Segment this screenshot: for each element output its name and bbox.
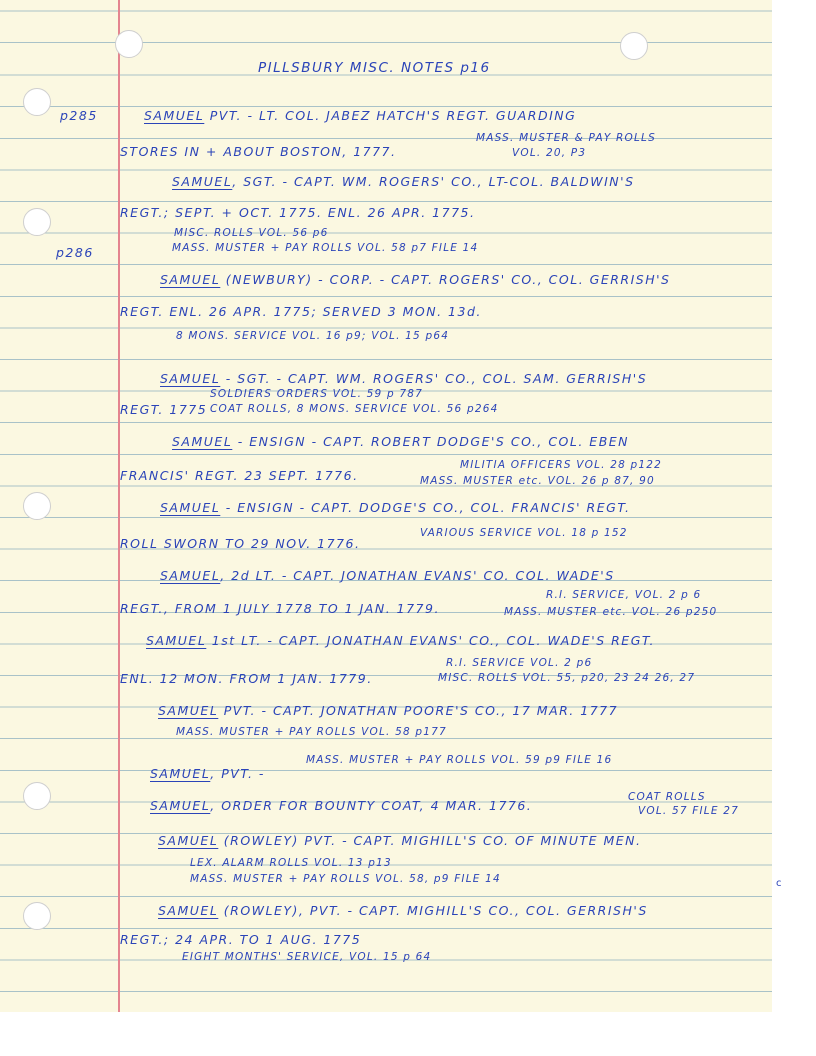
entry-source: MASS. MUSTER + PAY ROLLS VOL. 58 p7 FILE 14 (172, 242, 479, 254)
entry-source: R.I. SERVICE VOL. 2 p6 (446, 657, 593, 669)
entry-line (160, 274, 671, 287)
entry-source: MASS. MUSTER + PAY ROLLS VOL. 58, p9 FILE 14 (190, 873, 501, 885)
entry-source: VOL. 57 FILE 27 (638, 805, 739, 817)
entry-text: PVT. - CAPT. JONATHAN POORE'S CO., 17 MAR. 1777 (218, 703, 619, 718)
entry-line (158, 905, 648, 918)
entry-name: SAMUEL (160, 371, 221, 386)
entry-name: SAMUEL (158, 703, 219, 718)
entry-text: , PVT. - (210, 766, 265, 781)
entry-line (160, 570, 615, 583)
entry-name: SAMUEL (172, 434, 233, 449)
entry-text: - ENSIGN - CAPT. DODGE'S CO., COL. FRANCIS' REGT. (220, 500, 631, 515)
entry-source: MASS. MUSTER + PAY ROLLS VOL. 59 p9 FILE 16 (306, 754, 613, 766)
entry-line: REGT. 1775 (120, 402, 208, 417)
entry-source: 8 MONS. SERVICE VOL. 16 p9; VOL. 15 p64 (176, 330, 450, 342)
punch-hole (23, 88, 51, 116)
punch-hole (115, 30, 143, 58)
entry-source: MASS. MUSTER & PAY ROLLS (476, 132, 656, 144)
entry-source: SOLDIERS ORDERS VOL. 59 p 787 (210, 388, 423, 400)
entry-line (146, 635, 655, 648)
punch-hole (23, 902, 51, 930)
entry-line: REGT. ENL. 26 APR. 1775; SERVED 3 MON. 13d. (120, 304, 482, 319)
entry-text: , ORDER FOR BOUNTY COAT, 4 MAR. 1776. (210, 798, 533, 813)
entry-name: SAMUEL (150, 798, 211, 813)
punch-hole (23, 492, 51, 520)
entry-text: 1st LT. - CAPT. JONATHAN EVANS' CO., COL. WADE'S REGT. (206, 633, 656, 648)
entry-name: SAMUEL (172, 174, 233, 189)
entry-text: - ENSIGN - CAPT. ROBERT DODGE'S CO., COL. EBEN (232, 434, 630, 449)
entry-name: SAMUEL (160, 500, 221, 515)
entry-text: , SGT. - CAPT. WM. ROGERS' CO., LT-COL. BALDWIN'S (232, 174, 635, 189)
entry-source: EIGHT MONTHS' SERVICE, VOL. 15 p 64 (182, 951, 432, 963)
entry-line: REGT., FROM 1 JULY 1778 TO 1 JAN. 1779. (120, 601, 440, 616)
entry-source: COAT ROLLS (628, 791, 706, 803)
page-heading: PILLSBURY MISC. NOTES p16 (258, 60, 491, 76)
entry-text: , 2d LT. - CAPT. JONATHAN EVANS' CO. COL. WADE'S (220, 568, 615, 583)
entry-line: ENL. 12 MON. FROM 1 JAN. 1779. (120, 671, 373, 686)
entry-line: REGT.; 24 APR. TO 1 AUG. 1775 (120, 932, 362, 947)
entry-source: LEX. ALARM ROLLS VOL. 13 p13 (190, 857, 392, 869)
entry-text: (ROWLEY), PVT. - CAPT. MIGHILL'S CO., COL. GERRISH'S (218, 903, 648, 918)
entry-line (172, 436, 629, 449)
entry-source: R.I. SERVICE, VOL. 2 p 6 (546, 589, 702, 601)
entry-source: MASS. MUSTER etc. VOL. 26 p250 (504, 606, 718, 618)
entry-source: MASS. MUSTER etc. VOL. 26 p 87, 90 (420, 475, 655, 487)
entry-source: MASS. MUSTER + PAY ROLLS VOL. 58 p177 (176, 726, 447, 738)
entry-source: COAT ROLLS, 8 MONS. SERVICE VOL. 56 p264 (210, 403, 499, 415)
entry-text: - SGT. - CAPT. WM. ROGERS' CO., COL. SAM. GERRISH'S (220, 371, 648, 386)
entry-line: ROLL SWORN TO 29 NOV. 1776. (120, 536, 361, 551)
margin-page-ref: p285 (60, 108, 98, 123)
entry-source: MISC. ROLLS VOL. 55, p20, 23 24 26, 27 (438, 672, 696, 684)
entry-line: REGT.; SEPT. + OCT. 1775. ENL. 26 APR. 1775. (120, 205, 476, 220)
entry-text: (ROWLEY) PVT. - CAPT. MIGHILL'S CO. OF MINUTE MEN. (218, 833, 642, 848)
entry-line (150, 768, 265, 781)
punch-hole (23, 208, 51, 236)
corner-mark: c (776, 878, 782, 889)
entry-source: VARIOUS SERVICE VOL. 18 p 152 (420, 527, 628, 539)
entry-line: FRANCIS' REGT. 23 SEPT. 1776. (120, 468, 359, 483)
entry-name: SAMUEL (146, 633, 207, 648)
entry-source: VOL. 20, P3 (512, 147, 587, 159)
page-bottom-edge (0, 1012, 816, 1056)
entry-line (158, 705, 618, 718)
entry-name: SAMUEL (150, 766, 211, 781)
page-right-edge (772, 0, 816, 1012)
entry-text: PVT. - LT. COL. JABEZ HATCH'S REGT. GUARDING (204, 108, 577, 123)
entry-name: SAMUEL (144, 108, 205, 123)
entry-line: STORES IN + ABOUT BOSTON, 1777. (120, 144, 397, 159)
entry-text: (NEWBURY) - CORP. - CAPT. ROGERS' CO., COL. GERRISH'S (220, 272, 671, 287)
entry-source: MISC. ROLLS VOL. 56 p6 (174, 227, 329, 239)
entry-name: SAMUEL (160, 272, 221, 287)
punch-hole (620, 32, 648, 60)
entry-line (172, 176, 635, 189)
punch-hole (23, 782, 51, 810)
entry-line (160, 373, 647, 386)
entry-line (158, 835, 641, 848)
margin-page-ref: p286 (56, 245, 94, 260)
entry-name: SAMUEL (158, 833, 219, 848)
entry-line (144, 110, 576, 123)
entry-name: SAMUEL (158, 903, 219, 918)
entry-name: SAMUEL (160, 568, 221, 583)
entry-line (160, 502, 630, 515)
entry-line (150, 800, 532, 813)
entry-source: MILITIA OFFICERS VOL. 28 p122 (460, 459, 663, 471)
